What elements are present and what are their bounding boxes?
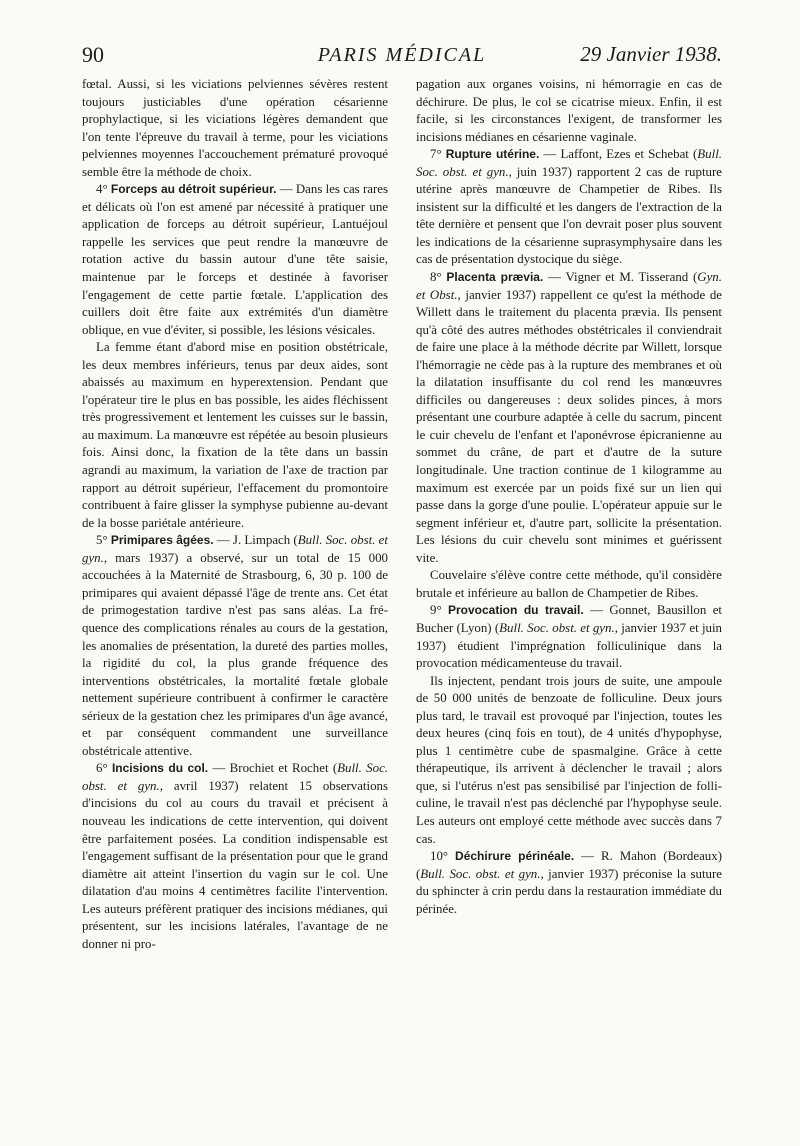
page-header bbox=[82, 42, 722, 74]
journal-title: PARIS MÉDICAL bbox=[317, 44, 487, 66]
section-text: — R. Mahon (Bordeaux) ( bbox=[416, 849, 722, 881]
section-heading: Déchirure périnéale. bbox=[455, 849, 575, 864]
paragraph: Couvelaire s'élève contre cette méthode, qu'il considère brutale et inférieure au ballon de Champetier de Ribes. bbox=[416, 568, 722, 600]
section-text: , avril 1937) relatent 15 observations d'incisions du col au cours du travail et précisent à nouveau les indications de cette intervention, qui doivent être parfaitement posées. La condition indispensable est l'engagement suffisant de la présentation pour que le grand diamètre ait atteint l'insertion du vagin sur le col. Une dilatation d'au moins 4 centimètres facilite l'intervention. Les auteurs préfèrent pratiquer des incisions médianes, qui présentent, sur les incisions latérales, l'avantage de ne donner ni pro- bbox=[82, 778, 388, 951]
section-text: , mars 1937) a observé, sur un total de 15 000 accouchées à la Maternité de Strasbourg, 6, 30 p. 100 de primipares qui avaient dépassé l'âge de trente ans. Cet état de primogestation tardive n'est pas sans aléas. La fréquence des complications rénales au cours de la gestation, les anomalies de présentation, la dureté des parties molles, la rigidité du col, la plus grande fréquence des interventions obstétricales, la mortalité fœtale globale nettement supérieure contribuent à confirmer le caractère sérieux de la gestation chez les primipares d'un âge avancé, et par conséquent commandent une surveillance obstétricale attentive. bbox=[82, 550, 388, 758]
section-text: , janvier 1937) préconise la suture du sphincter à crin perdu dans la restauration immédiate du périnée. bbox=[416, 866, 722, 916]
section-text: — J. Limpach ( bbox=[213, 533, 298, 548]
section-5 bbox=[82, 532, 388, 760]
issue-date: 29 Janvier 1938. bbox=[580, 42, 722, 66]
citation: Bull. Soc. obst. et gyn. bbox=[499, 620, 615, 635]
section-text: — Brochiet et Rochet ( bbox=[208, 761, 338, 776]
section-heading: Primipares âgées. bbox=[110, 533, 214, 548]
paragraph-continuation: pagation aux organes voisins, ni hémorragie en cas de déchirure. De plus, le col se cicatrise mieux. Enfin, il est facile, si les circonstances l'exigent, de transformer les incisions médianes en césarienne vaginale. bbox=[416, 77, 722, 144]
citation: Bull. Soc. obst. et gyn. bbox=[82, 761, 389, 793]
paragraph: La femme étant d'abord mise en position obstétricale, les deux membres inférieurs, tenus par deux aides, sont abaissés au maximum en hyperextension. Pendant que l'opérateur tire le plus en bas possible, les aides fléchissent très progressivement et lentement les cuisses sur le bassin, au maximum. La manœuvre est répétée au besoin plusieurs fois. Ainsi donc, la fixation de la tête dans un bassin agrandi au maximum, la variation de l'axe de traction par rapport au détroit supérieur, l'effacement du promontoire contribuent à faire glisser la symphyse pubienne au-devant de la bosse pariétale antérieure. bbox=[82, 340, 388, 530]
section-heading: Rupture utérine. bbox=[445, 147, 540, 162]
section-text: , janvier 1937) rappellent ce qu'est la méthode de Willett dans le traitement du placenta prævia. Ils pensent qu'à côté des autres méthodes obstétricales il conviendrait de faire une place à la méthode décrite par Willett, lorsque l'hémorragie ne cède pas à la rupture des membranes et où la dilatation insuffisante du col rend les manœuvres difficiles ou dangereuses : deux solides pinces, à mors présentant une courbure adaptée à celle du sacrum, pincent le cuir chevelu de l'enfant et l'aponévrose épicranienne au sommet du crâne, de part et d'autre de la suture longitudinale. Une traction continue de 1 kilogramme au maximum est exercée par un poids fixé sur un lien qui passe dans la gorge d'une poulie. L'opérateur appuie sur le segment inférieur et, d'autre part, sollicite la présentation. Les lésions du cuir chevelu sont minimes et guérissent vite. bbox=[416, 287, 722, 565]
paragraph-continuation: fœtal. Aussi, si les viciations pelviennes sévères restent toujours justiciables d'une opération césarienne prophylactique, si les viciations légères demandent que l'on tente l'épreuve du travail à terme, pour les viciations pelviennes moyennes l'accouchement prématuré provoqué semble être la méthode de choix. bbox=[82, 77, 388, 179]
left-column bbox=[82, 76, 388, 953]
section-number: 4° bbox=[96, 182, 108, 197]
paragraph: Ils injectent, pendant trois jours de suite, une ampoule de 50 000 unités de benzoate de folliculine. Deux jours plus tard, le travail est provoqué par l'injection, toutes les deux heures (cinq fois en tout), de 4 unités d'hypophyse, plus 1 centimètre cube de spasmalgine. Grâce à cette thérapeutique, ils arrivent à déclencher le travail ; alors que, si l'utérus n'est pas sensibilisé par l'injection de folliculine, le travail n'est pas déclenché par l'hypophyse seule. Les auteurs ont employé cette méthode avec succès dans 7 cas. bbox=[416, 673, 722, 846]
section-number: 8° bbox=[430, 270, 442, 285]
section-8 bbox=[416, 269, 722, 567]
section-heading: Provocation du travail. bbox=[448, 603, 584, 618]
section-7 bbox=[416, 146, 722, 269]
section-number: 5° bbox=[96, 533, 108, 548]
section-heading: Forceps au détroit supérieur. bbox=[110, 182, 277, 197]
section-text: — Dans les cas rares et délicats où l'on est amené par nécessité à pratiquer une application de forceps au détroit supérieur, Lantuéjoul rappelle les services que peut rendre la manœuvre de rotation active du bassin autour d'une tête saisie, maintenue par le forceps et destinée à favoriser l'engagement de cette partie fœtale. L'application des cuillers doit être faite aux extrémités d'un diamètre oblique, en vue d'éviter, si possible, les lésions vésicales. bbox=[82, 182, 388, 337]
section-number: 9° bbox=[430, 603, 442, 618]
citation: Bull. Soc. obst. et gyn. bbox=[82, 533, 388, 565]
section-text: — Gonnet, Bausillon et Bucher (Lyon) ( bbox=[416, 603, 722, 635]
citation: Bull. Soc. obst. et gyn. bbox=[416, 147, 723, 179]
section-heading: Incisions du col. bbox=[111, 761, 209, 776]
section-number: 10° bbox=[430, 849, 449, 864]
right-column bbox=[416, 76, 722, 918]
citation: Bull. Soc. obst. et gyn. bbox=[420, 866, 541, 881]
section-number: 6° bbox=[96, 761, 108, 776]
citation: Gyn. et Obst. bbox=[416, 270, 722, 302]
section-text: , juin 1937) rapportent 2 cas de rupture utérine après manœuvre de Champetier de Ribes. Ils insistent sur la difficulté et les dangers de l'extraction de la tête dernière et pensent que l'on devrait poser plus souvent les indications de la césarienne suprasymphysaire dans les cas de présentation dystocique du siège. bbox=[416, 164, 722, 267]
section-text: — Vigner et M. Tisserand ( bbox=[543, 270, 698, 285]
section-4 bbox=[82, 181, 388, 339]
section-heading: Placenta prævia. bbox=[446, 270, 544, 285]
section-9 bbox=[416, 602, 722, 672]
section-text: , janvier 1937 et juin 1937) étudient l'imprégnation folliculinique dans la provocation médicamenteuse du travail. bbox=[416, 620, 722, 671]
section-number: 7° bbox=[430, 147, 442, 162]
section-6 bbox=[82, 760, 388, 953]
section-text: — Laffont, Ezes et Schebat ( bbox=[539, 147, 698, 162]
page-number: 90 bbox=[82, 42, 104, 67]
section-10 bbox=[416, 848, 722, 918]
